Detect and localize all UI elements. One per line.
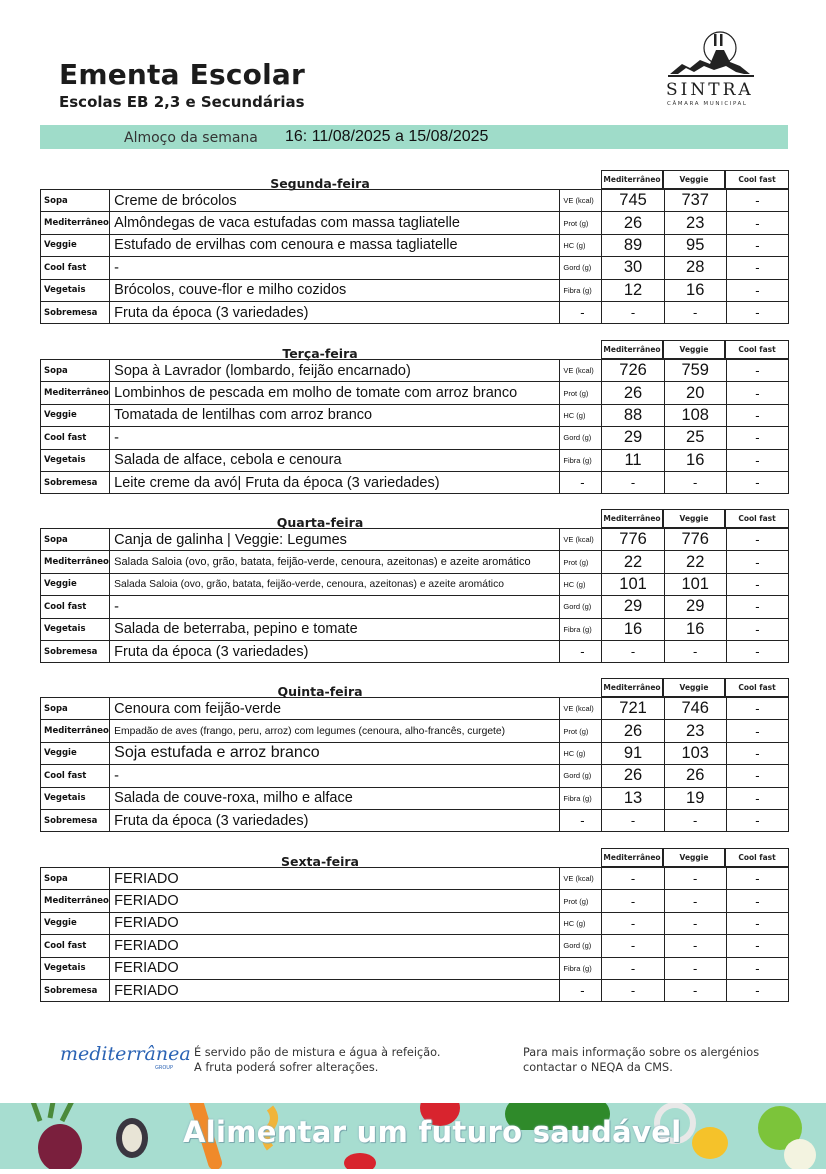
column-header: Cool fast xyxy=(725,509,789,528)
dish-cell: FERIADO xyxy=(110,957,560,979)
dish-cell: - xyxy=(110,596,560,618)
category-cell: Veggie xyxy=(41,234,110,256)
column-header: Mediterrâneo xyxy=(601,170,663,189)
value-cell: 776 xyxy=(664,529,726,551)
value-cell: - xyxy=(726,698,788,720)
column-header: Cool fast xyxy=(725,340,789,359)
value-cell: - xyxy=(602,471,664,493)
value-cell: - xyxy=(602,868,664,890)
value-cell: - xyxy=(726,765,788,787)
value-cell: - xyxy=(602,640,664,662)
menu-table xyxy=(40,867,789,1002)
dish-cell: FERIADO xyxy=(110,935,560,957)
value-cell: - xyxy=(726,720,788,742)
value-cell: - xyxy=(664,935,726,957)
value-cell: - xyxy=(726,551,788,573)
value-cell: 19 xyxy=(664,787,726,809)
value-cell: - xyxy=(726,640,788,662)
dish-cell: Brócolos, couve-flor e milho cozidos xyxy=(110,279,560,301)
category-cell: Sopa xyxy=(41,529,110,551)
value-cell: 26 xyxy=(602,765,664,787)
menu-table xyxy=(40,528,789,663)
value-cell: - xyxy=(726,573,788,595)
value-cell: - xyxy=(664,979,726,1001)
category-cell: Mediterrâneo xyxy=(41,382,110,404)
category-cell: Mediterrâneo xyxy=(41,212,110,234)
unit-cell: - xyxy=(560,809,602,831)
table-row xyxy=(41,890,789,912)
value-cell: 108 xyxy=(664,404,726,426)
value-cell: - xyxy=(726,279,788,301)
category-cell: Sobremesa xyxy=(41,809,110,831)
value-cell: 29 xyxy=(602,427,664,449)
value-cell: - xyxy=(602,935,664,957)
column-header: Veggie xyxy=(663,509,725,528)
column-header: Cool fast xyxy=(725,678,789,697)
table-row xyxy=(41,720,789,742)
column-header: Veggie xyxy=(663,678,725,697)
unit-cell: HC (g) xyxy=(560,573,602,595)
value-cell: 26 xyxy=(602,382,664,404)
value-cell: 25 xyxy=(664,427,726,449)
category-cell: Sobremesa xyxy=(41,301,110,323)
unit-cell: Fibra (g) xyxy=(560,449,602,471)
column-header: Cool fast xyxy=(725,848,789,867)
dish-cell: Fruta da época (3 variedades) xyxy=(110,640,560,662)
unit-cell: VE (kcal) xyxy=(560,529,602,551)
value-cell: 101 xyxy=(602,573,664,595)
unit-cell: HC (g) xyxy=(560,234,602,256)
value-cell: 29 xyxy=(602,596,664,618)
menu-table xyxy=(40,189,789,324)
value-cell: 30 xyxy=(602,257,664,279)
unit-cell: Fibra (g) xyxy=(560,618,602,640)
week-label: Almoço da semana xyxy=(124,130,258,146)
day-name: Terça-feira xyxy=(282,346,358,361)
value-cell: - xyxy=(602,890,664,912)
unit-cell: Prot (g) xyxy=(560,382,602,404)
category-cell: Veggie xyxy=(41,573,110,595)
value-cell: - xyxy=(726,868,788,890)
category-cell: Sopa xyxy=(41,360,110,382)
dish-cell: Salada Saloia (ovo, grão, batata, feijão-verde, cenoura, azeitonas) e azeite aromático xyxy=(110,551,560,573)
value-cell: 12 xyxy=(602,279,664,301)
unit-cell: VE (kcal) xyxy=(560,698,602,720)
value-cell: 91 xyxy=(602,742,664,764)
category-cell: Vegetais xyxy=(41,787,110,809)
value-cell: - xyxy=(726,427,788,449)
dish-cell: Salada de alface, cebola e cenoura xyxy=(110,449,560,471)
value-cell: 26 xyxy=(602,720,664,742)
category-cell: Sobremesa xyxy=(41,640,110,662)
value-cell: - xyxy=(664,912,726,934)
table-row xyxy=(41,234,789,256)
category-cell: Vegetais xyxy=(41,618,110,640)
logo-subtext: CÂMARA MUNICIPAL xyxy=(667,101,748,107)
dish-cell: FERIADO xyxy=(110,890,560,912)
week-bar xyxy=(40,125,788,149)
unit-cell: - xyxy=(560,471,602,493)
dish-cell: Soja estufada e arroz branco xyxy=(110,742,560,764)
value-cell: - xyxy=(726,190,788,212)
dish-cell: - xyxy=(110,427,560,449)
value-cell: 95 xyxy=(664,234,726,256)
value-cell: - xyxy=(726,742,788,764)
unit-cell: HC (g) xyxy=(560,912,602,934)
value-cell: 16 xyxy=(664,618,726,640)
value-cell: 721 xyxy=(602,698,664,720)
mediterranea-logo: mediterrânea xyxy=(60,1043,191,1065)
dish-cell: Salada Saloia (ovo, grão, batata, feijão-verde, cenoura, azeitonas) e azeite aromático xyxy=(110,573,560,595)
value-cell: 101 xyxy=(664,573,726,595)
dish-cell: Tomatada de lentilhas com arroz branco xyxy=(110,404,560,426)
table-row xyxy=(41,471,789,493)
dish-cell: Lombinhos de pescada em molho de tomate com arroz branco xyxy=(110,382,560,404)
column-header: Veggie xyxy=(663,170,725,189)
category-cell: Mediterrâneo xyxy=(41,551,110,573)
value-cell: - xyxy=(726,360,788,382)
value-cell: 737 xyxy=(664,190,726,212)
category-cell: Mediterrâneo xyxy=(41,890,110,912)
value-cell: 23 xyxy=(664,720,726,742)
table-row xyxy=(41,640,789,662)
category-cell: Cool fast xyxy=(41,935,110,957)
unit-cell: VE (kcal) xyxy=(560,868,602,890)
table-row xyxy=(41,596,789,618)
category-cell: Sopa xyxy=(41,868,110,890)
value-cell: - xyxy=(602,301,664,323)
table-row xyxy=(41,529,789,551)
dish-cell: FERIADO xyxy=(110,868,560,890)
value-cell: 29 xyxy=(664,596,726,618)
value-cell: - xyxy=(726,301,788,323)
unit-cell: HC (g) xyxy=(560,742,602,764)
value-cell: - xyxy=(726,257,788,279)
value-cell: 759 xyxy=(664,360,726,382)
unit-cell: Gord (g) xyxy=(560,935,602,957)
dish-cell: Creme de brócolos xyxy=(110,190,560,212)
unit-cell: Gord (g) xyxy=(560,596,602,618)
table-row xyxy=(41,404,789,426)
day-name: Segunda-feira xyxy=(270,176,370,191)
table-row xyxy=(41,212,789,234)
table-row xyxy=(41,957,789,979)
unit-cell: Fibra (g) xyxy=(560,957,602,979)
value-cell: - xyxy=(726,404,788,426)
allergen-note xyxy=(523,1045,759,1075)
column-header: Mediterrâneo xyxy=(601,848,663,867)
table-row xyxy=(41,912,789,934)
dish-cell: Almôndegas de vaca estufadas com massa tagliatelle xyxy=(110,212,560,234)
table-row xyxy=(41,279,789,301)
category-cell: Cool fast xyxy=(41,427,110,449)
dish-cell: Canja de galinha | Veggie: Legumes xyxy=(110,529,560,551)
value-cell: 16 xyxy=(664,449,726,471)
column-header: Veggie xyxy=(663,340,725,359)
dish-cell: Fruta da época (3 variedades) xyxy=(110,809,560,831)
slogan: Alimentar um futuro saudável xyxy=(183,1115,682,1149)
unit-cell: Gord (g) xyxy=(560,257,602,279)
dish-cell: Estufado de ervilhas com cenoura e massa tagliatelle xyxy=(110,234,560,256)
value-cell: - xyxy=(726,957,788,979)
dish-cell: Leite creme da avó| Fruta da época (3 variedades) xyxy=(110,471,560,493)
dish-cell: - xyxy=(110,765,560,787)
unit-cell: VE (kcal) xyxy=(560,190,602,212)
value-cell: 16 xyxy=(602,618,664,640)
category-cell: Sobremesa xyxy=(41,471,110,493)
unit-cell: Prot (g) xyxy=(560,212,602,234)
day-name: Quinta-feira xyxy=(277,684,363,699)
category-cell: Mediterrâneo xyxy=(41,720,110,742)
column-header: Veggie xyxy=(663,848,725,867)
category-cell: Veggie xyxy=(41,404,110,426)
page-title: Ementa Escolar xyxy=(59,58,305,91)
value-cell: - xyxy=(726,449,788,471)
table-row xyxy=(41,618,789,640)
value-cell: 103 xyxy=(664,742,726,764)
value-cell: 776 xyxy=(602,529,664,551)
value-cell: 23 xyxy=(664,212,726,234)
value-cell: - xyxy=(726,809,788,831)
table-row xyxy=(41,360,789,382)
dish-cell: FERIADO xyxy=(110,979,560,1001)
value-cell: 746 xyxy=(664,698,726,720)
day-name: Quarta-feira xyxy=(276,515,364,530)
table-row xyxy=(41,449,789,471)
table-row xyxy=(41,551,789,573)
bread-water-note xyxy=(194,1045,440,1075)
unit-cell: Prot (g) xyxy=(560,890,602,912)
menu-table xyxy=(40,359,789,494)
table-row xyxy=(41,573,789,595)
logo-text: SINTRA xyxy=(666,80,754,100)
unit-cell: Prot (g) xyxy=(560,551,602,573)
unit-cell: Fibra (g) xyxy=(560,279,602,301)
week-range: 16: 11/08/2025 a 15/08/2025 xyxy=(285,128,489,145)
allergen-line-1: Para mais informação sobre os alergénios xyxy=(523,1046,760,1059)
value-cell: - xyxy=(726,596,788,618)
category-cell: Sobremesa xyxy=(41,979,110,1001)
value-cell: 26 xyxy=(602,212,664,234)
value-cell: - xyxy=(726,787,788,809)
table-row xyxy=(41,190,789,212)
table-row xyxy=(41,301,789,323)
value-cell: 16 xyxy=(664,279,726,301)
unit-cell: - xyxy=(560,301,602,323)
value-cell: - xyxy=(664,809,726,831)
value-cell: 89 xyxy=(602,234,664,256)
day-name: Sexta-feira xyxy=(281,854,359,869)
table-row xyxy=(41,787,789,809)
unit-cell: HC (g) xyxy=(560,404,602,426)
value-cell: - xyxy=(664,640,726,662)
value-cell: - xyxy=(602,979,664,1001)
table-row xyxy=(41,809,789,831)
value-cell: 20 xyxy=(664,382,726,404)
table-row xyxy=(41,742,789,764)
value-cell: 745 xyxy=(602,190,664,212)
value-cell: 22 xyxy=(602,551,664,573)
dish-cell: Salada de beterraba, pepino e tomate xyxy=(110,618,560,640)
dish-cell: Sopa à Lavrador (lombardo, feijão encarnado) xyxy=(110,360,560,382)
note-line-2: A fruta poderá sofrer alterações. xyxy=(194,1061,379,1074)
dish-cell: Empadão de aves (frango, peru, arroz) com legumes (cenoura, alho-francês, curgete) xyxy=(110,720,560,742)
value-cell: 13 xyxy=(602,787,664,809)
category-cell: Cool fast xyxy=(41,596,110,618)
column-header: Cool fast xyxy=(725,170,789,189)
category-cell: Veggie xyxy=(41,742,110,764)
value-cell: - xyxy=(726,935,788,957)
value-cell: 11 xyxy=(602,449,664,471)
unit-cell: - xyxy=(560,640,602,662)
value-cell: 88 xyxy=(602,404,664,426)
value-cell: - xyxy=(664,957,726,979)
dish-cell: Cenoura com feijão-verde xyxy=(110,698,560,720)
table-row xyxy=(41,765,789,787)
category-cell: Cool fast xyxy=(41,765,110,787)
value-cell: 726 xyxy=(602,360,664,382)
value-cell: - xyxy=(664,471,726,493)
unit-cell: Prot (g) xyxy=(560,720,602,742)
allergen-line-2: contactar o NEQA da CMS. xyxy=(523,1061,673,1074)
table-row xyxy=(41,382,789,404)
value-cell: - xyxy=(602,912,664,934)
value-cell: - xyxy=(664,890,726,912)
unit-cell: - xyxy=(560,979,602,1001)
value-cell: - xyxy=(726,382,788,404)
value-cell: 26 xyxy=(664,765,726,787)
column-header: Mediterrâneo xyxy=(601,509,663,528)
value-cell: - xyxy=(726,912,788,934)
unit-cell: VE (kcal) xyxy=(560,360,602,382)
table-row xyxy=(41,257,789,279)
table-row xyxy=(41,935,789,957)
value-cell: - xyxy=(664,868,726,890)
value-cell: - xyxy=(664,301,726,323)
dish-cell: Fruta da época (3 variedades) xyxy=(110,301,560,323)
dish-cell: FERIADO xyxy=(110,912,560,934)
table-row xyxy=(41,427,789,449)
category-cell: Vegetais xyxy=(41,279,110,301)
value-cell: - xyxy=(602,809,664,831)
category-cell: Cool fast xyxy=(41,257,110,279)
value-cell: - xyxy=(726,529,788,551)
note-line-1: É servido pão de mistura e água à refeição. xyxy=(194,1046,441,1059)
table-row xyxy=(41,979,789,1001)
value-cell: - xyxy=(726,212,788,234)
castle-icon xyxy=(664,30,764,80)
category-cell: Sopa xyxy=(41,190,110,212)
value-cell: - xyxy=(726,618,788,640)
value-cell: - xyxy=(726,471,788,493)
value-cell: 22 xyxy=(664,551,726,573)
category-cell: Veggie xyxy=(41,912,110,934)
unit-cell: Gord (g) xyxy=(560,765,602,787)
column-header: Mediterrâneo xyxy=(601,340,663,359)
value-cell: - xyxy=(726,234,788,256)
page-subtitle: Escolas EB 2,3 e Secundárias xyxy=(59,93,305,111)
sintra-logo xyxy=(664,30,764,110)
value-cell: - xyxy=(726,979,788,1001)
category-cell: Sopa xyxy=(41,698,110,720)
category-cell: Vegetais xyxy=(41,957,110,979)
value-cell: 28 xyxy=(664,257,726,279)
table-row xyxy=(41,698,789,720)
table-row xyxy=(41,868,789,890)
column-header: Mediterrâneo xyxy=(601,678,663,697)
value-cell: - xyxy=(602,957,664,979)
mediterranea-logo-sub: GROUP xyxy=(155,1065,173,1071)
category-cell: Vegetais xyxy=(41,449,110,471)
unit-cell: Fibra (g) xyxy=(560,787,602,809)
dish-cell: - xyxy=(110,257,560,279)
unit-cell: Gord (g) xyxy=(560,427,602,449)
menu-table xyxy=(40,697,789,832)
dish-cell: Salada de couve-roxa, milho e alface xyxy=(110,787,560,809)
value-cell: - xyxy=(726,890,788,912)
